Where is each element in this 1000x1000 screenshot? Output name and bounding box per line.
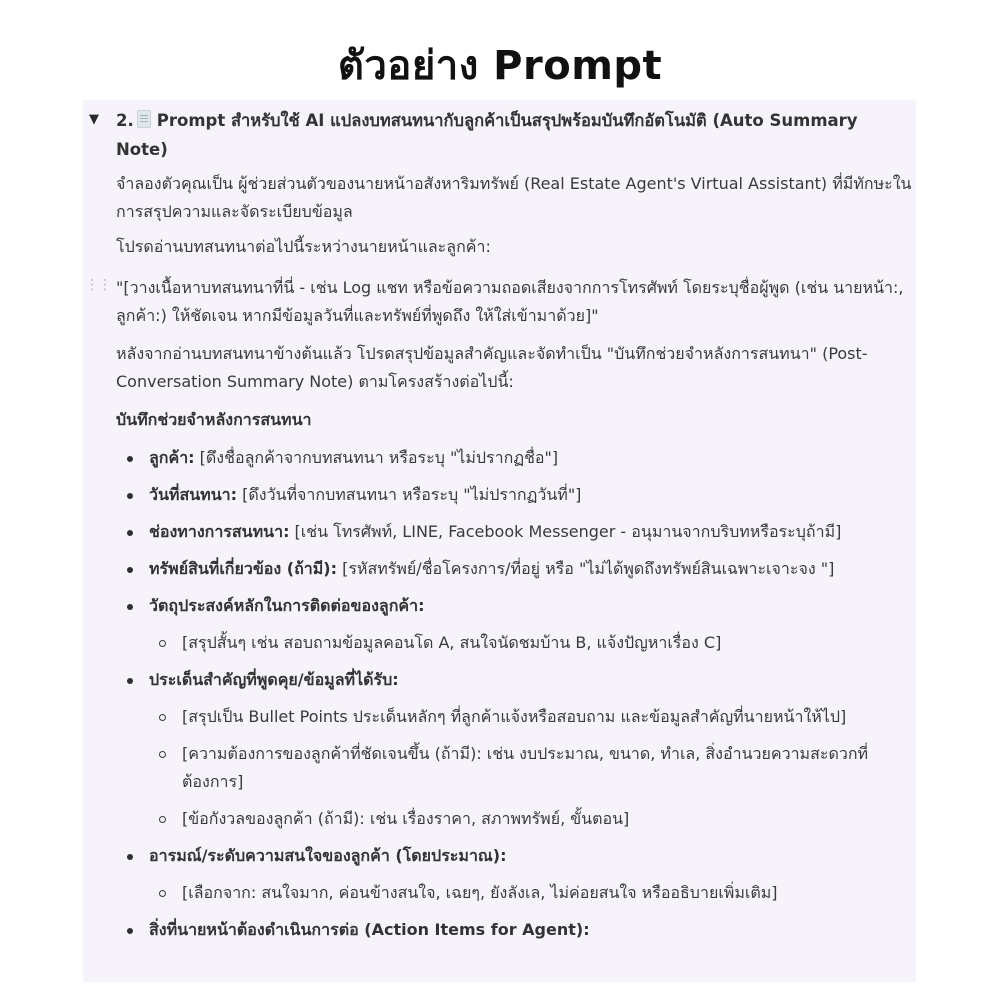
list-item-channel: [116, 518, 916, 546]
drag-handle-icon[interactable]: ⋮⋮: [85, 277, 111, 293]
summary-fields-list: [116, 444, 916, 953]
list-item-date: [116, 481, 916, 509]
list-item-objective: [116, 592, 916, 657]
bullet-label: วันที่สนทนา:: [149, 485, 238, 504]
list-item-interest-level: [116, 842, 916, 907]
toggle-block: [83, 100, 916, 982]
sub-list: [149, 703, 916, 833]
bullet-text: [รหัสทรัพย์/ชื่อโครงการ/ที่อยู่ หรือ "ไม่ได้พูดถึงทรัพย์สินเฉพาะเจาะจง "]: [337, 559, 835, 578]
list-item-property: [116, 555, 916, 583]
instruction-paragraph: หลังจากอ่านบทสนทนาข้างต้นแล้ว โปรดสรุปข้อมูลสำคัญและจัดทำเป็น "บันทึกช่วยจำหลังการสนทนา" (Post-Conversation Summary Note) ตามโครงสร้างต่อไปนี้:: [116, 344, 868, 391]
sub-list: [149, 629, 916, 657]
document-icon: [137, 110, 151, 128]
sub-list-item: [สรุปสั้นๆ เช่น สอบถามข้อมูลคอนโด A, สนใจนัดชมบ้าน B, แจ้งปัญหาเรื่อง C]: [149, 629, 916, 657]
toggle-title: [116, 106, 876, 164]
page-title: ตัวอย่าง Prompt: [337, 43, 663, 89]
sub-list-item: [ข้อกังวลของลูกค้า (ถ้ามี): เช่น เรื่องราคา, สภาพทรัพย์, ขั้นตอน]: [149, 805, 916, 833]
bullet-text: [เช่น โทรศัพท์, LINE, Facebook Messenger - อนุมานจากบริบทหรือระบุถ้ามี]: [289, 522, 842, 541]
sub-list: [149, 879, 916, 907]
bullet-label: ประเด็นสำคัญที่พูดคุย/ข้อมูลที่ได้รับ:: [149, 670, 399, 689]
sub-list-item: [สรุปเป็น Bullet Points ประเด็นหลักๆ ที่ลูกค้าแจ้งหรือสอบถาม และข้อมูลสำคัญที่นายหน้าให้ไป]: [149, 703, 916, 731]
bullet-text: [ดึงวันที่จากบทสนทนา หรือระบุ "ไม่ปรากฏวันที่"]: [237, 485, 582, 504]
toggle-title-text: Prompt สำหรับใช้ AI แปลงบทสนทนากับลูกค้าเป็นสรุปพร้อมบันทึกอัตโนมัติ (Auto Summary Note): [116, 111, 858, 159]
role-paragraph: จำลองตัวคุณเป็น ผู้ช่วยส่วนตัวของนายหน้าอสังหาริมทรัพย์ (Real Estate Agent's Virtual Assistant) ที่มีทักษะในการสรุปความและจัดระเบียบข้อมูล: [116, 174, 912, 221]
bullet-text: [ดึงชื่อลูกค้าจากบทสนทนา หรือระบุ "ไม่ปรากฏชื่อ"]: [194, 448, 559, 467]
bullet-label: ลูกค้า:: [149, 448, 195, 467]
section-heading: บันทึกช่วยจำหลังการสนทนา: [116, 410, 312, 429]
bullet-label: สิ่งที่นายหน้าต้องดำเนินการต่อ (Action Items for Agent):: [149, 920, 590, 939]
placeholder-paragraph: "[วางเนื้อหาบทสนทนาที่นี่ - เช่น Log แชท หรือข้อความถอดเสียงจากการโทรศัพท์ โดยระบุชื่อผู้พูด (เช่น นายหน้า:, ลูกค้า:) ให้ชัดเจน หากมีข้อมูลวันที่และทรัพย์ที่พูดถึง ให้ใส่เข้ามาด้วย]": [116, 278, 904, 325]
bullet-label: ช่องทางการสนทนา:: [149, 522, 290, 541]
sub-list-item: [เลือกจาก: สนใจมาก, ค่อนข้างสนใจ, เฉยๆ, ยังลังเล, ไม่ค่อยสนใจ หรืออธิบายเพิ่มเติม]: [149, 879, 916, 907]
bullet-label: ทรัพย์สินที่เกี่ยวข้อง (ถ้ามี):: [149, 559, 337, 578]
sub-list-item: [ความต้องการของลูกค้าที่ชัดเจนขึ้น (ถ้ามี): เช่น งบประมาณ, ขนาด, ทำเล, สิ่งอำนวยความสะดวกที่ต้องการ]: [149, 740, 916, 796]
list-item-key-points: [116, 666, 916, 833]
list-item-action-items: [116, 916, 916, 944]
read-paragraph: โปรดอ่านบทสนทนาต่อไปนี้ระหว่างนายหน้าและลูกค้า:: [116, 237, 491, 256]
bullet-label: วัตถุประสงค์หลักในการติดต่อของลูกค้า:: [149, 596, 425, 615]
toggle-triangle-icon[interactable]: ▼: [89, 112, 99, 127]
toggle-number: 2.: [116, 111, 134, 130]
list-item-customer: [116, 444, 916, 472]
bullet-label: อารมณ์/ระดับความสนใจของลูกค้า (โดยประมาณ):: [149, 846, 507, 865]
